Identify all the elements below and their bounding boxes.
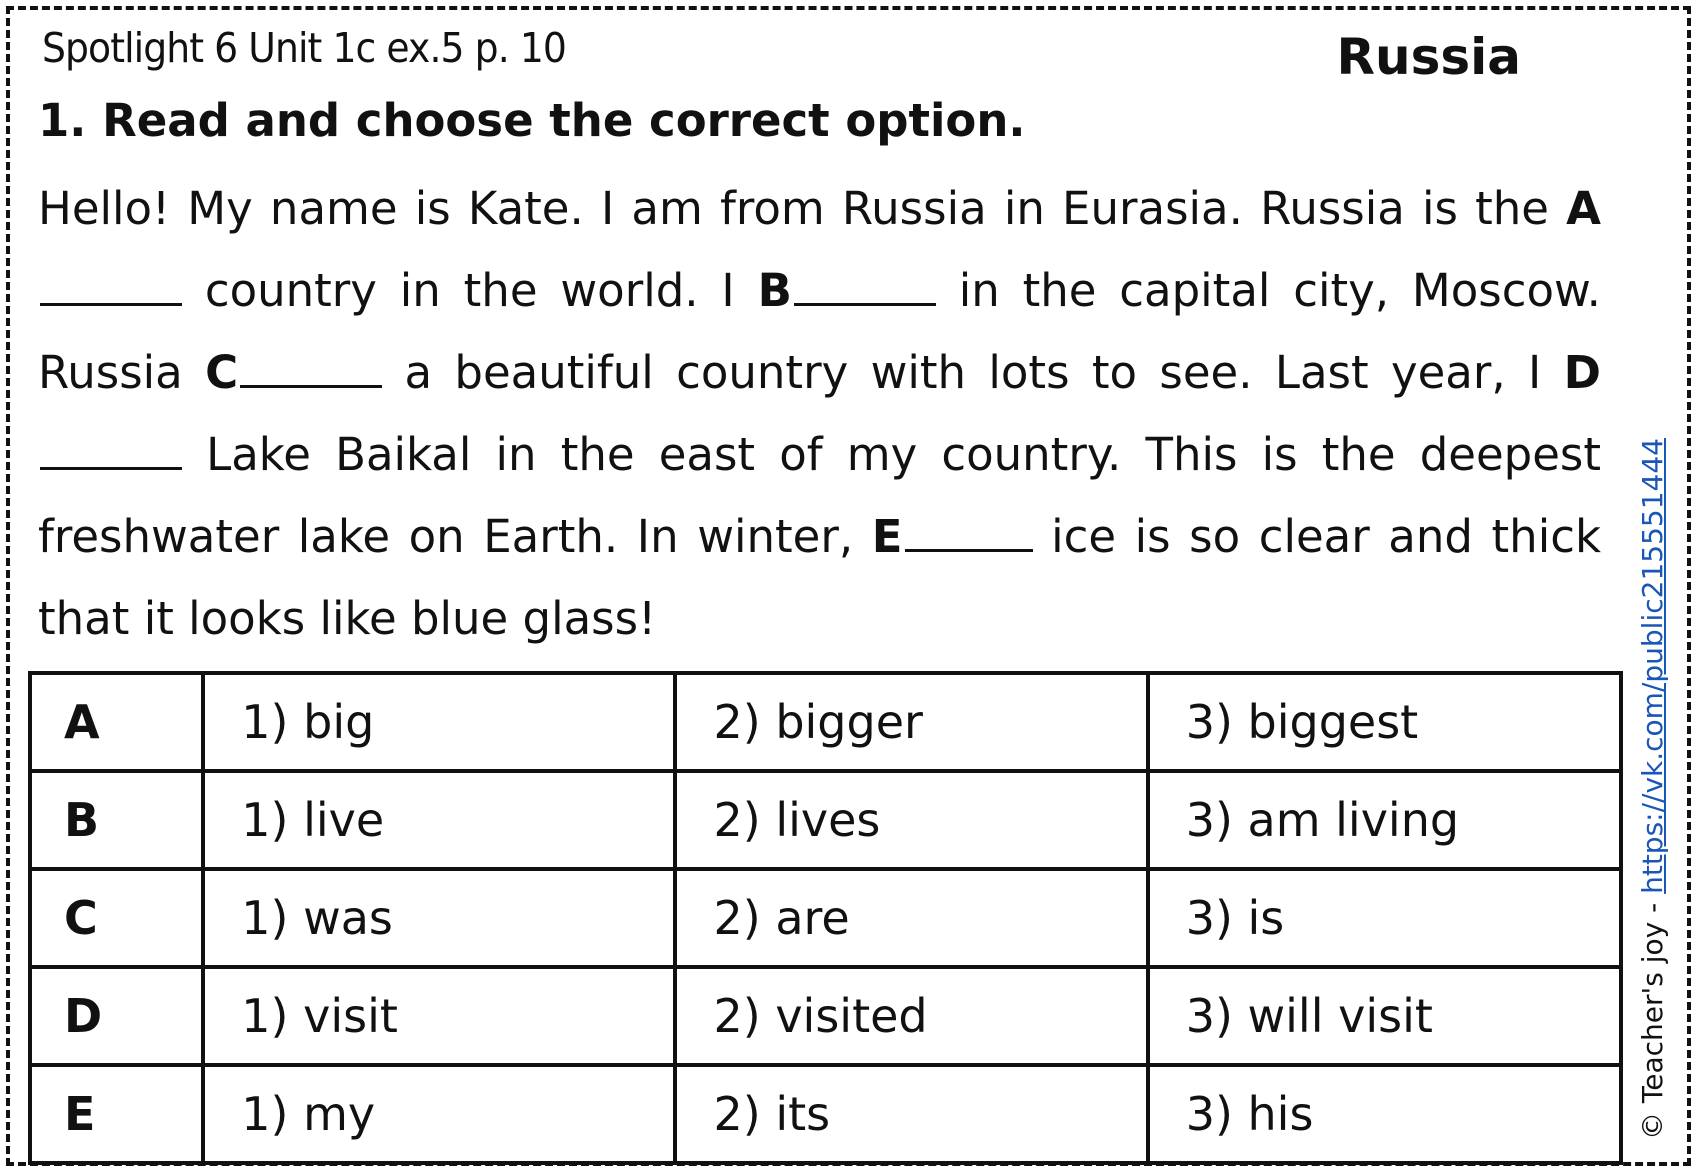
row-key: B (30, 771, 203, 869)
option-2[interactable]: 2) its (675, 1065, 1147, 1163)
option-3[interactable]: 3) am living (1148, 771, 1621, 869)
option-2[interactable]: 2) lives (675, 771, 1147, 869)
option-1[interactable]: 1) big (203, 673, 675, 771)
option-3[interactable]: 3) will visit (1148, 967, 1621, 1065)
gap-label-b: B (757, 264, 792, 317)
passage-text: Hello! My name is Kate. I am from Russia in Eurasia. Russia is the (38, 182, 1549, 235)
gap-label-a: A (1566, 182, 1601, 235)
option-2[interactable]: 2) bigger (675, 673, 1147, 771)
passage-text: country in the world. I (182, 264, 758, 317)
options-row-b (30, 771, 1621, 869)
option-1[interactable]: 1) visit (203, 967, 675, 1065)
credit-line (1636, 438, 1669, 1140)
option-1[interactable]: 1) my (203, 1065, 675, 1163)
passage-text: ice is so clear and thick that it looks like blue glass! (38, 510, 1602, 645)
options-table (28, 671, 1623, 1165)
option-3[interactable]: 3) biggest (1148, 673, 1621, 771)
topic-title: Russia (1336, 28, 1521, 86)
gap-label-c: C (205, 346, 239, 399)
credit-text: © Teacher's joy - (1636, 893, 1669, 1140)
row-key: A (30, 673, 203, 771)
task-instruction: 1. Read and choose the correct option. (38, 94, 1026, 147)
passage-text: in the capital city, Moscow. Russia (38, 264, 1601, 399)
gap-label-e: E (871, 510, 903, 563)
option-3[interactable]: 3) is (1148, 869, 1621, 967)
options-row-d (30, 967, 1621, 1065)
options-row-e (30, 1065, 1621, 1163)
option-2[interactable]: 2) are (675, 869, 1147, 967)
source-reference: Spotlight 6 Unit 1c ex.5 p. 10 (42, 24, 567, 72)
option-1[interactable]: 1) live (203, 771, 675, 869)
option-1[interactable]: 1) was (203, 869, 675, 967)
passage-text: a beautiful country with lots to see. Last year, I (382, 346, 1564, 399)
row-key: D (30, 967, 203, 1065)
row-key: C (30, 869, 203, 967)
option-2[interactable]: 2) visited (675, 967, 1147, 1065)
option-3[interactable]: 3) his (1148, 1065, 1621, 1163)
gap-blank-e[interactable] (905, 541, 1033, 552)
options-row-a (30, 673, 1621, 771)
gap-blank-b[interactable] (794, 295, 936, 306)
reading-passage (38, 168, 1601, 660)
gap-blank-c[interactable] (240, 377, 382, 388)
gap-label-d: D (1563, 346, 1601, 399)
options-row-c (30, 869, 1621, 967)
passage-text: Lake Baikal in the east of my country. This is the deepest freshwater lake on Earth. In winter, (38, 428, 1601, 563)
credit-link[interactable]: https://vk.com/public215551444 (1636, 438, 1669, 894)
row-key: E (30, 1065, 203, 1163)
gap-blank-d[interactable] (40, 459, 182, 470)
gap-blank-a[interactable] (40, 295, 182, 306)
